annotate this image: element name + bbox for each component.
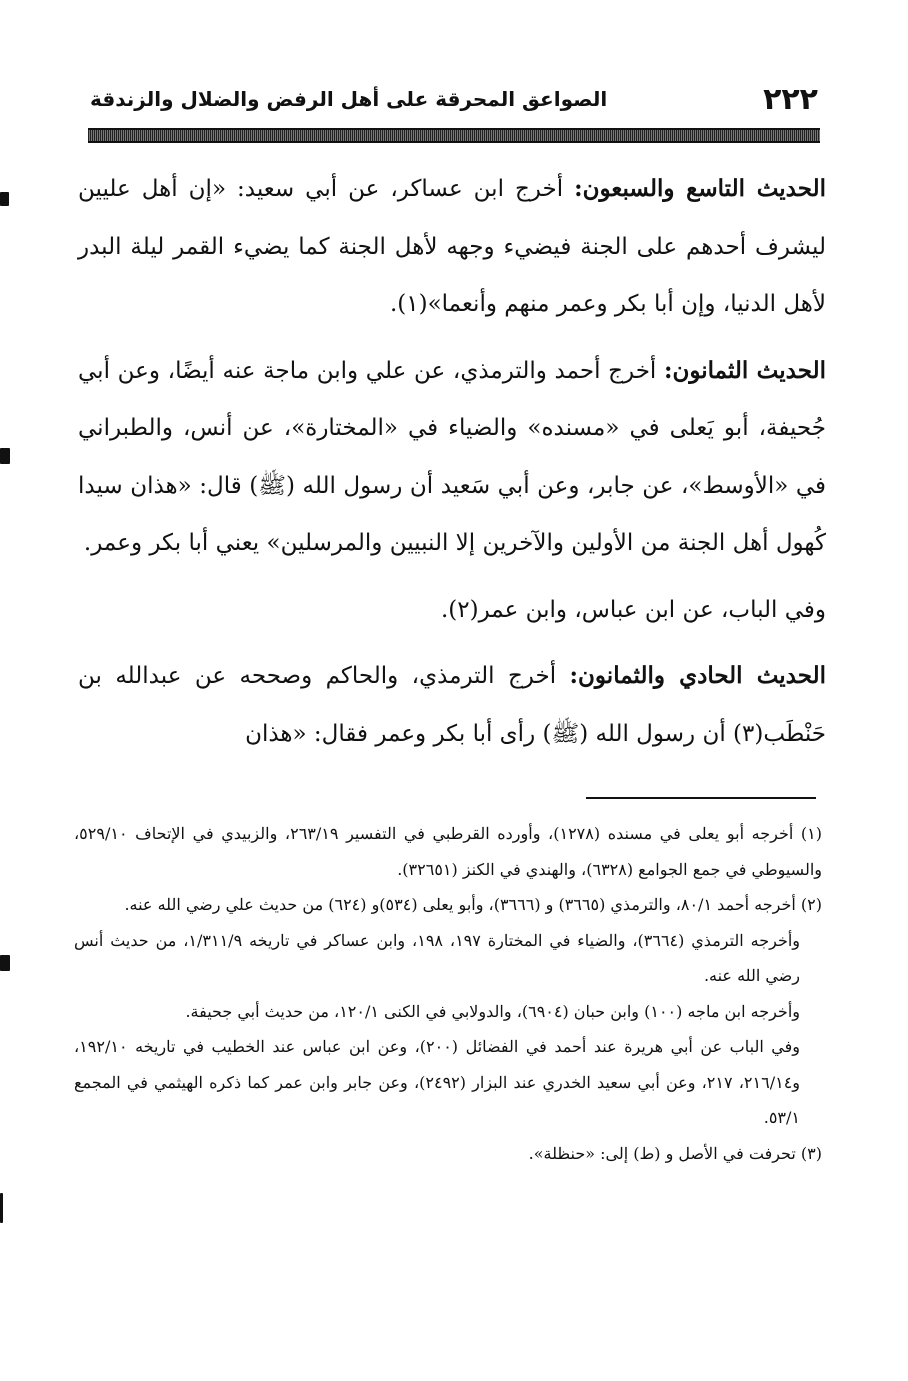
page-header [90,78,818,120]
hadith-title: الحديث الثمانون: [664,356,826,384]
main-text [78,160,826,771]
hadith-paragraph [78,647,826,763]
footnote-continuation: وفي الباب عن أبي هريرة عند أحمد في الفضائل (٢٠٠)، وعن ابن عباس عند الخطيب في تاريخه ١٩٢/١٠، و٢١٦/١٤، ٢١٧، وعن أبي سعيد الخدري عند البزار (٢٤٩٢)، وعن جابر وابن عمر كما ذكره الهيثمي في المجمع ٥٣/١. [74,1037,801,1127]
hadith-title: الحديث التاسع والسبعون: [574,175,827,202]
footnote: (١) أخرجه أبو يعلى في مسنده (١٢٧٨)، وأورده القرطبي في التفسير ٢٦٣/١٩، والزبيدي في الإتحاف ٥٢٩/١٠، والسيوطي في جمع الجوامع (٦٣٢٨)، والهندي في الكنز (٣٢٦٥١). [74,824,823,879]
footnotes [74,816,822,1171]
running-title: الصواعق المحرقة على أهل الرفض والضلال والزندقة [90,87,608,111]
scan-edge-mark [0,1193,3,1223]
hadith-text: أخرج أحمد والترمذي، عن علي وابن ماجة عنه أيضًا، وعن أبي جُحيفة، أبو يَعلى في «مسنده» والضياء في «المختارة»، عن أنس، والطبراني في «الأوسط»، عن جابر، وعن أبي سَعيد أن رسول الله (ﷺ) قال: «هذان سيدا كُهول أهل الجنة من الأولين والآخرين إلا النبيين والمرسلين» يعني أبا بكر وعمر. [78,357,826,556]
hadith-title: الحديث الحادي والثمانون: [569,662,827,689]
footnote-continuation: وأخرجه ابن ماجه (١٠٠) وابن حبان (٦٩٠٤)، والدولابي في الكنى ١٢٠/١، من حديث أبي جحيفة. [185,1001,800,1021]
footnote: (٣) تحرفت في الأصل و (ط) إلى: «حنظلة». [528,1143,822,1163]
hadith-paragraph [78,581,826,640]
hadith-text: أخرج ابن عساكر، عن أبي سعيد: «إن أهل عليين ليشرف أحدهم على الجنة فيضيء وجهه لأهل الجنة كما يضيء القمر ليلة البدر لأهل الدنيا، وإن أبا بكر وعمر منهم وأنعما»(١). [78,176,826,317]
hadith-paragraph [78,342,826,573]
footnote-separator [586,797,816,799]
scan-edge-mark [0,192,9,206]
page-number: ٢٢٢ [763,81,818,117]
footnote-continuation: وأخرجه الترمذي (٣٦٦٤)، والضياء في المختارة ١٩٧، ١٩٨، وابن عساكر في تاريخه ١/٣١١/٩، من حديث أنس رضي الله عنه. [74,930,801,985]
hadith-text: وفي الباب، عن ابن عباس، وابن عمر(٢). [440,596,826,623]
scan-edge-mark [0,448,10,464]
footnote: (٢) أخرجه أحمد ٨٠/١، والترمذي (٣٦٦٥) و (٣٦٦٦)، وأبو يعلى (٥٣٤)و (٦٢٤) من حديث علي رضي الله عنه. [124,895,822,914]
hadith-paragraph [78,160,826,334]
hadith-text: أخرج الترمذي، والحاكم وصححه عن عبدالله بن حَنْطَب(٣) أن رسول الله (ﷺ) رأى أبا بكر وعمر فقال: «هذان [78,663,826,747]
scan-edge-mark [0,955,10,971]
header-rule [88,128,820,143]
